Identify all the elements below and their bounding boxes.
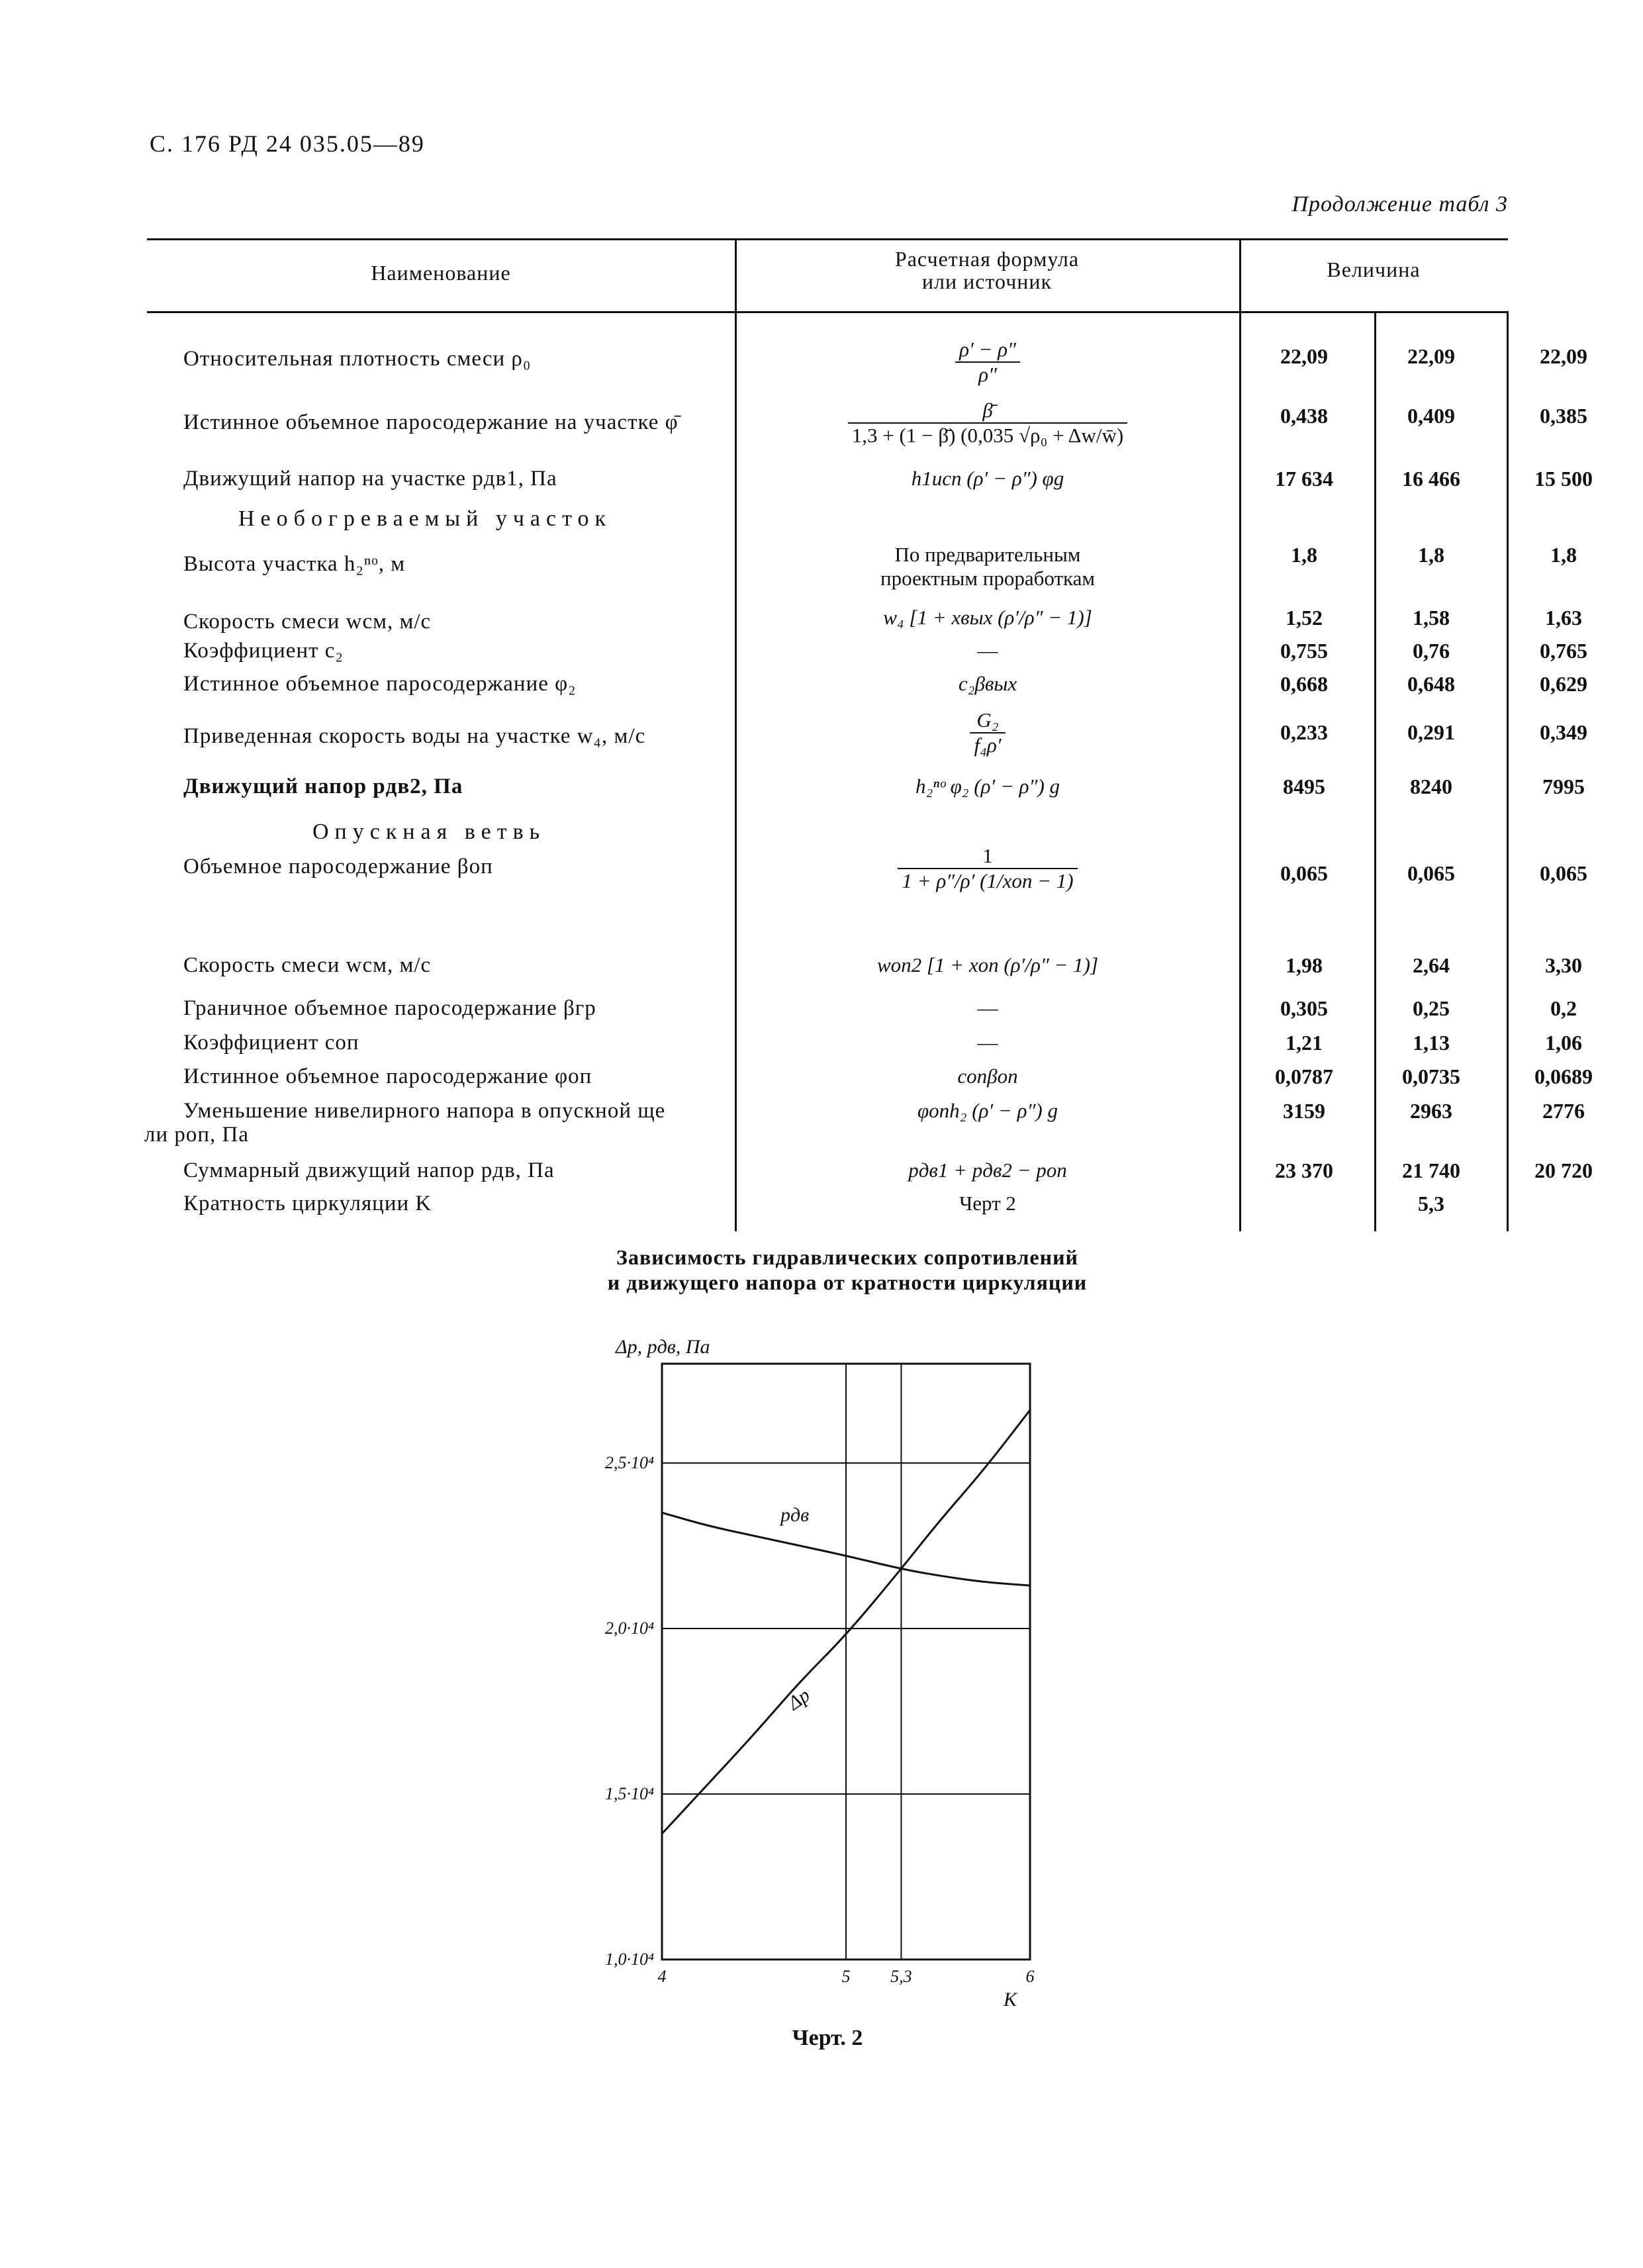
chart-figure xyxy=(583,1324,1086,2010)
table-continuation-label: Продолжение табл 3 xyxy=(1291,192,1508,216)
driving-head-label: pдв xyxy=(780,1504,810,1526)
figure-caption: Черт. 2 xyxy=(792,2026,863,2050)
x-tick-label: 4 xyxy=(657,1967,667,1986)
x-tick-label: 5,3 xyxy=(890,1967,912,1986)
y-tick-label: 1,5·10⁴ xyxy=(604,1784,654,1803)
chart-title: Зависимость гидравлических сопротивлений и движущего напора от кратности циркуляции xyxy=(607,1245,1088,1294)
column-divider xyxy=(1374,311,1376,1231)
y-tick-label: 2,5·10⁴ xyxy=(604,1453,654,1472)
x-tick-label: 5 xyxy=(841,1967,851,1986)
column-divider xyxy=(735,238,737,1231)
y-axis-label: Δp, pдв, Па xyxy=(616,1336,710,1358)
table-top-rule xyxy=(147,238,1508,240)
column-header-value: Величина xyxy=(1327,258,1421,281)
column-header-name: Наименование xyxy=(371,261,511,285)
x-axis-label: K xyxy=(1004,1989,1017,2010)
page-reference: С. 176 РД 24 035.05—89 xyxy=(150,130,425,157)
x-tick-label: 6 xyxy=(1025,1967,1035,1986)
subheading-unheated-section: Необогреваемый участок xyxy=(238,506,612,531)
hydraulic-resistance-label: Δp xyxy=(784,1683,814,1715)
table-header-rule xyxy=(147,311,1508,313)
y-tick-label: 2,0·10⁴ xyxy=(604,1619,654,1638)
column-header-formula: Расчетная формула или источник xyxy=(894,247,1080,293)
subheading-downcomer: Опускная ветвь xyxy=(312,820,546,844)
y-tick-label: 1,0·10⁴ xyxy=(604,1950,654,1969)
column-divider xyxy=(1507,311,1509,1231)
